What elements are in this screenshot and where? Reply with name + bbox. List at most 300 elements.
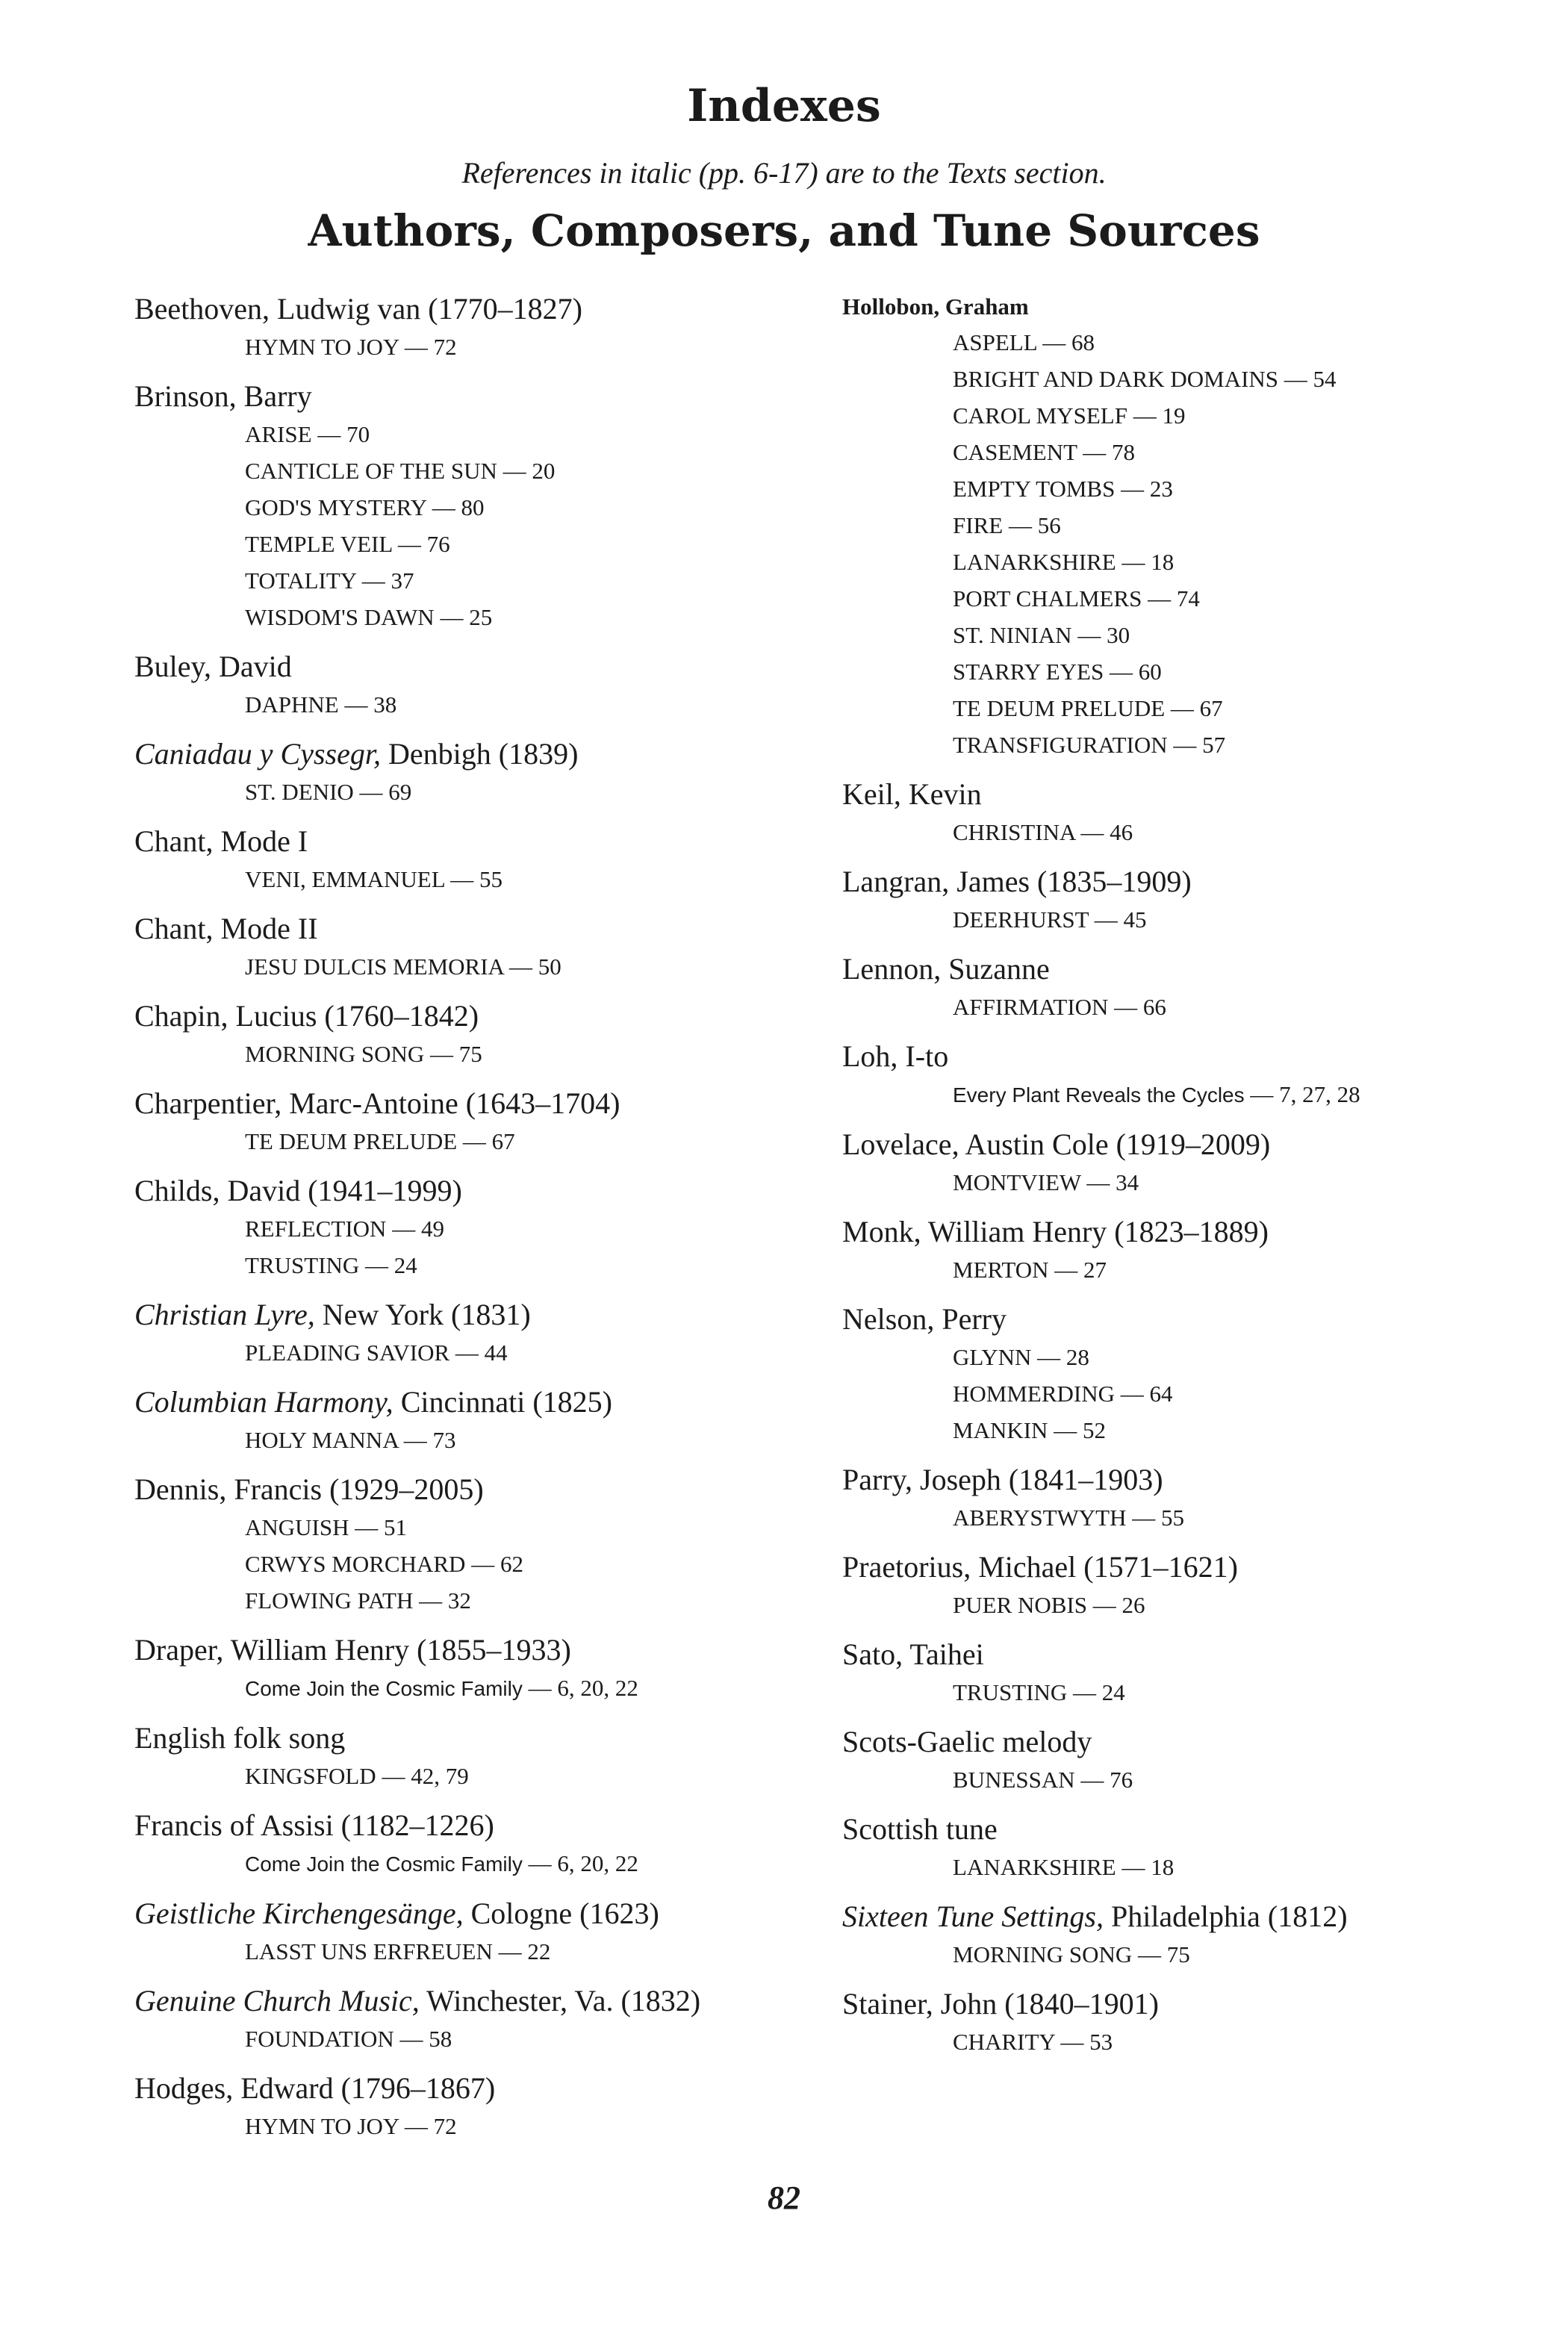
author-name: Brinson, Barry — [134, 379, 312, 413]
author-name: Chapin, Lucius (1760–1842) — [134, 999, 479, 1033]
page-reference: 30 — [1107, 622, 1130, 648]
em-dash-separator: — — [522, 1675, 558, 1701]
em-dash-separator: — — [503, 953, 538, 980]
em-dash-separator: — — [338, 691, 374, 718]
tune-name-line — [953, 989, 1552, 1025]
page-reference: 55 — [1161, 1505, 1184, 1531]
tune-name: PUER NOBIS — [953, 1592, 1088, 1618]
tune-name: JESU DULCIS MEMORIA — [245, 953, 504, 980]
index-entry — [134, 1719, 821, 1794]
tune-name-line — [245, 1582, 821, 1619]
tune-name-line — [953, 2023, 1552, 2060]
index-entry — [842, 775, 1552, 850]
source-place: Cologne (1623) — [463, 1897, 659, 1930]
tune-name: MORNING SONG — [245, 1041, 425, 1067]
em-dash-separator: — — [311, 421, 347, 447]
author-name — [134, 1383, 821, 1422]
em-dash-separator: — — [1036, 329, 1072, 355]
index-entry — [842, 1037, 1552, 1113]
em-dash-separator: — — [349, 1514, 384, 1540]
author-name: Stainer, John (1840–1901) — [842, 1987, 1159, 2020]
page-reference: 23 — [1149, 476, 1173, 502]
em-dash-separator: — — [457, 1128, 492, 1154]
index-entry — [134, 1470, 821, 1619]
tune-name-line — [953, 434, 1552, 470]
tune-name: MONTVIEW — [953, 1169, 1081, 1195]
tune-name: ASPELL — [953, 329, 1037, 355]
tune-name-line — [953, 1849, 1552, 1885]
em-dash-separator: — — [1116, 1854, 1151, 1880]
tune-name: LANARKSHIRE — [953, 1854, 1116, 1880]
tune-name: MERTON — [953, 1257, 1049, 1283]
tune-name: HYMN TO JOY — [245, 334, 399, 360]
index-entry — [134, 1631, 821, 1707]
author-name: Parry, Joseph (1841–1903) — [842, 1463, 1163, 1496]
index-entry — [134, 909, 821, 985]
em-dash-separator: — — [1067, 1679, 1102, 1705]
tune-name-line — [245, 1422, 821, 1458]
author-name: Hodges, Edward (1796–1867) — [134, 2071, 496, 2105]
tune-name-line — [245, 1210, 821, 1247]
tune-name: VENI, EMMANUEL — [245, 866, 445, 892]
page-reference: 26 — [1121, 1592, 1145, 1618]
em-dash-separator: — — [434, 604, 470, 630]
tune-name-line — [953, 814, 1552, 850]
author-name: Langran, James (1835–1909) — [842, 865, 1192, 898]
em-dash-separator: — — [492, 1938, 528, 1964]
author-name: Charpentier, Marc-Antoine (1643–1704) — [134, 1086, 620, 1120]
index-entry — [842, 1300, 1552, 1449]
em-dash-separator: — — [1089, 906, 1124, 933]
tune-name-line — [953, 470, 1552, 507]
index-entry — [134, 1084, 821, 1160]
page-reference: 58 — [429, 2026, 452, 2052]
em-dash-separator: — — [398, 1427, 433, 1453]
page-reference: 20 — [532, 458, 556, 484]
author-name — [134, 1982, 821, 2020]
index-entry — [842, 1460, 1552, 1536]
author-name: Sato, Taihei — [842, 1637, 984, 1671]
page-reference: 7, 27, 28 — [1279, 1081, 1360, 1107]
index-entry — [134, 997, 821, 1072]
em-dash-separator: — — [497, 458, 532, 484]
tune-name-line — [953, 1761, 1552, 1798]
author-name: Childs, David (1941–1999) — [134, 1174, 462, 1207]
page-title: Indexes — [687, 80, 881, 132]
tune-name-line — [245, 1247, 821, 1284]
tune-name: TEMPLE VEIL — [245, 531, 393, 557]
em-dash-separator: — — [1074, 1767, 1110, 1793]
em-dash-separator: — — [1278, 366, 1313, 392]
tune-name: LANARKSHIRE — [953, 549, 1116, 575]
tune-name-line — [245, 1758, 821, 1794]
tune-name: CANTICLE OF THE SUN — [245, 458, 497, 484]
tune-name: BUNESSAN — [953, 1767, 1075, 1793]
index-entry — [842, 290, 1552, 763]
page-reference: 72 — [433, 334, 457, 360]
author-name: Draper, William Henry (1855–1933) — [134, 1633, 571, 1667]
page-reference: 6, 20, 22 — [557, 1850, 638, 1876]
tune-name-line — [245, 1509, 821, 1546]
em-dash-separator: — — [1048, 1417, 1083, 1443]
author-name: Nelson, Perry — [842, 1302, 1007, 1336]
em-dash-separator: — — [1108, 994, 1143, 1020]
index-entry — [842, 1548, 1552, 1623]
em-dash-separator: — — [1104, 659, 1139, 685]
em-dash-separator: — — [1077, 439, 1113, 465]
page-reference: 46 — [1110, 819, 1133, 845]
source-place: Denbigh (1839) — [381, 737, 579, 771]
tune-name: ANGUISH — [245, 1514, 349, 1540]
page-reference: 37 — [391, 567, 414, 594]
page-reference: 38 — [373, 691, 397, 718]
tune-name: FLOWING PATH — [245, 1587, 414, 1614]
tune-name-line — [245, 1933, 821, 1970]
page-reference: 67 — [1199, 695, 1223, 721]
tune-name-line — [245, 2020, 821, 2057]
em-dash-separator: — — [1087, 1592, 1122, 1618]
tune-name: BRIGHT AND DARK DOMAINS — [953, 366, 1279, 392]
text-title: Come Join the Cosmic Family — [245, 1677, 523, 1700]
em-dash-separator: — — [465, 1551, 500, 1577]
page-reference: 69 — [388, 779, 412, 805]
source-title: Columbian Harmony, — [134, 1385, 393, 1419]
tune-name-line — [953, 507, 1552, 544]
tune-name-line — [245, 562, 821, 599]
author-name: Scots-Gaelic melody — [842, 1725, 1092, 1758]
author-name: Loh, I-to — [842, 1039, 949, 1073]
page-reference: 62 — [500, 1551, 523, 1577]
index-column-right — [842, 290, 1552, 2072]
em-dash-separator: — — [399, 334, 434, 360]
em-dash-separator: — — [392, 531, 427, 557]
tune-name-line — [953, 1339, 1552, 1375]
em-dash-separator: — — [1071, 622, 1107, 648]
tune-name-line — [953, 901, 1552, 938]
tune-name: STARRY EYES — [953, 659, 1104, 685]
tune-name: CHARITY — [953, 2029, 1055, 2055]
tune-name-line — [245, 526, 821, 562]
index-entry — [842, 1723, 1552, 1798]
em-dash-separator: — — [386, 1216, 421, 1242]
tune-name-line — [953, 727, 1552, 763]
em-dash-separator: — — [1074, 819, 1110, 845]
tune-name-line — [245, 452, 821, 489]
page-reference: 66 — [1142, 994, 1166, 1020]
tune-name: TE DEUM PRELUDE — [953, 695, 1166, 721]
italic-reference-note: References in italic (pp. 6-17) are to the Texts section. — [461, 156, 1107, 190]
index-entry — [134, 290, 821, 365]
tune-name: GOD'S MYSTERY — [245, 494, 427, 520]
page-number: 82 — [768, 2180, 800, 2216]
page-reference: 45 — [1123, 906, 1147, 933]
page-reference: 54 — [1313, 366, 1337, 392]
em-dash-separator: — — [444, 866, 479, 892]
index-entry — [134, 647, 821, 723]
index-entry — [134, 1295, 821, 1371]
text-title-line — [245, 1845, 821, 1882]
tune-name: ARISE — [245, 421, 312, 447]
tune-name-line — [953, 361, 1552, 397]
page-reference: 52 — [1082, 1417, 1106, 1443]
em-dash-separator: — — [353, 779, 389, 805]
author-name: Hollobon, Graham — [842, 293, 1029, 320]
tune-name: HOMMERDING — [953, 1381, 1115, 1407]
index-column-left — [134, 290, 821, 2156]
section-title: Authors, Composers, and Tune Sources — [308, 205, 1260, 256]
source-place: New York (1831) — [314, 1298, 531, 1331]
text-title: Come Join the Cosmic Family — [245, 1852, 523, 1876]
page-reference: 42, 79 — [411, 1763, 469, 1789]
tune-name: PORT CHALMERS — [953, 585, 1142, 612]
author-name — [842, 1897, 1552, 1936]
author-name: Praetorius, Michael (1571–1621) — [842, 1550, 1238, 1584]
em-dash-separator: — — [449, 1340, 485, 1366]
author-name: Beethoven, Ludwig van (1770–1827) — [134, 292, 582, 326]
author-name: Francis of Assisi (1182–1226) — [134, 1808, 494, 1842]
page-reference: 75 — [1166, 1941, 1190, 1967]
em-dash-separator: — — [356, 567, 391, 594]
tune-name: DEERHURST — [953, 906, 1089, 933]
tune-name-line — [245, 1334, 821, 1371]
tune-name-line — [245, 1036, 821, 1072]
tune-name: TOTALITY — [245, 567, 357, 594]
tune-name: CAROL MYSELF — [953, 402, 1127, 429]
em-dash-separator: — — [399, 2113, 434, 2139]
em-dash-separator: — — [393, 2026, 429, 2052]
tune-name-line — [245, 1546, 821, 1582]
tune-name: EMPTY TOMBS — [953, 476, 1116, 502]
tune-name-line — [245, 686, 821, 723]
tune-name: CASEMENT — [953, 439, 1077, 465]
tune-name: TRANSFIGURATION — [953, 732, 1168, 758]
tune-name: HOLY MANNA — [245, 1427, 398, 1453]
index-entry — [134, 2069, 821, 2144]
page-reference: 34 — [1116, 1169, 1139, 1195]
page-reference: 24 — [393, 1252, 417, 1278]
em-dash-separator: — — [1115, 476, 1150, 502]
tune-name-line — [953, 617, 1552, 653]
tune-name-line — [953, 1499, 1552, 1536]
tune-name-line — [953, 1587, 1552, 1623]
tune-name: TRUSTING — [953, 1679, 1068, 1705]
tune-name-line — [953, 580, 1552, 617]
page-reference: 25 — [469, 604, 493, 630]
tune-name: FOUNDATION — [245, 2026, 394, 2052]
page-reference: 18 — [1151, 549, 1175, 575]
source-title: Geistliche Kirchengesänge, — [134, 1897, 464, 1930]
author-name: Dennis, Francis (1929–2005) — [134, 1472, 484, 1506]
page-reference: 6, 20, 22 — [557, 1675, 638, 1701]
tune-name: TRUSTING — [245, 1252, 360, 1278]
page-reference: 24 — [1101, 1679, 1125, 1705]
tune-name: CHRISTINA — [953, 819, 1075, 845]
tune-name-line — [953, 690, 1552, 727]
author-name: Buley, David — [134, 650, 292, 683]
index-entry — [842, 1810, 1552, 1885]
index-entry — [134, 377, 821, 635]
page-reference: 55 — [479, 866, 503, 892]
page-reference: 74 — [1176, 585, 1200, 612]
text-title: Every Plant Reveals the Cycles — [953, 1083, 1245, 1107]
em-dash-separator: — — [424, 1041, 459, 1067]
tune-name: KINGSFOLD — [245, 1763, 376, 1789]
tune-name-line — [953, 324, 1552, 361]
page-reference: 57 — [1202, 732, 1226, 758]
page-reference: 50 — [538, 953, 561, 980]
em-dash-separator: — — [1116, 549, 1151, 575]
index-entry — [842, 1985, 1552, 2060]
tune-name-line — [953, 1375, 1552, 1412]
em-dash-separator: — — [1165, 695, 1200, 721]
author-name — [134, 1295, 821, 1334]
em-dash-separator: — — [1244, 1081, 1280, 1107]
tune-name-line — [245, 599, 821, 635]
em-dash-separator: — — [1031, 1344, 1066, 1370]
index-entry — [134, 735, 821, 810]
text-title-line — [245, 1670, 821, 1707]
tune-name-line — [953, 1674, 1552, 1711]
page-reference: 51 — [384, 1514, 407, 1540]
tune-name: WISDOM'S DAWN — [245, 604, 435, 630]
source-title: Genuine Church Music, — [134, 1984, 420, 2017]
tune-name: DAPHNE — [245, 691, 339, 718]
tune-name: MANKIN — [953, 1417, 1048, 1443]
index-entry — [134, 1982, 821, 2057]
tune-name-line — [953, 544, 1552, 580]
page-reference: 60 — [1138, 659, 1162, 685]
em-dash-separator: — — [1167, 732, 1203, 758]
index-entry — [842, 1897, 1552, 1973]
index-entry — [134, 822, 821, 897]
em-dash-separator: — — [1142, 585, 1177, 612]
tune-name: REFLECTION — [245, 1216, 387, 1242]
page-reference: 56 — [1037, 512, 1061, 538]
em-dash-separator: — — [1048, 1257, 1083, 1283]
source-title: Sixteen Tune Settings, — [842, 1900, 1104, 1933]
em-dash-separator: — — [359, 1252, 394, 1278]
page-reference: 19 — [1162, 402, 1186, 429]
page-reference: 49 — [420, 1216, 444, 1242]
page-reference: 75 — [458, 1041, 482, 1067]
index-entry — [134, 1894, 821, 1970]
em-dash-separator: — — [1127, 402, 1163, 429]
page-reference: 44 — [484, 1340, 508, 1366]
author-name — [134, 735, 821, 774]
source-place: Philadelphia (1812) — [1103, 1900, 1348, 1933]
page-reference: 78 — [1112, 439, 1136, 465]
tune-name: LASST UNS ERFREUEN — [245, 1938, 493, 1964]
em-dash-separator: — — [1054, 2029, 1090, 2055]
tune-name-line — [953, 1936, 1552, 1973]
page-reference: 18 — [1151, 1854, 1175, 1880]
index-entry — [842, 1213, 1552, 1288]
author-name: Chant, Mode II — [134, 912, 318, 945]
page-reference: 27 — [1083, 1257, 1107, 1283]
index-entry — [134, 1383, 821, 1458]
page-reference: 73 — [432, 1427, 456, 1453]
tune-name-line — [953, 1251, 1552, 1288]
tune-name: ST. DENIO — [245, 779, 354, 805]
page-reference: 67 — [491, 1128, 515, 1154]
author-name: Chant, Mode I — [134, 824, 308, 858]
index-entry — [134, 1172, 821, 1284]
page-reference: 32 — [447, 1587, 471, 1614]
tune-name: CRWYS MORCHARD — [245, 1551, 466, 1577]
tune-name-line — [245, 329, 821, 365]
page-reference: 53 — [1089, 2029, 1113, 2055]
tune-name: MORNING SONG — [953, 1941, 1133, 1967]
index-entry — [842, 950, 1552, 1025]
page-reference: 70 — [346, 421, 370, 447]
tune-name: GLYNN — [953, 1344, 1032, 1370]
tune-name-line — [953, 397, 1552, 434]
index-entry — [134, 1806, 821, 1882]
tune-name-line — [245, 489, 821, 526]
text-title-line — [953, 1076, 1552, 1113]
tune-name-line — [245, 774, 821, 810]
index-entry — [842, 1635, 1552, 1711]
page-reference: 68 — [1071, 329, 1095, 355]
tune-name-line — [245, 1123, 821, 1160]
tune-name: AFFIRMATION — [953, 994, 1109, 1020]
page-reference: 28 — [1065, 1344, 1089, 1370]
em-dash-separator: — — [1080, 1169, 1116, 1195]
page-reference: 76 — [426, 531, 450, 557]
page-reference: 64 — [1149, 1381, 1173, 1407]
index-entry — [842, 1125, 1552, 1201]
tune-name-line — [245, 948, 821, 985]
author-name: English folk song — [134, 1721, 346, 1755]
tune-name: ST. NINIAN — [953, 622, 1072, 648]
tune-name: ABERYSTWYTH — [953, 1505, 1127, 1531]
tune-name-line — [245, 2108, 821, 2144]
author-name: Lennon, Suzanne — [842, 952, 1050, 986]
page-reference: 76 — [1110, 1767, 1133, 1793]
source-place: Winchester, Va. (1832) — [419, 1984, 701, 2017]
em-dash-separator: — — [413, 1587, 448, 1614]
em-dash-separator: — — [522, 1850, 558, 1876]
page-reference: 22 — [527, 1938, 551, 1964]
source-place: Cincinnati (1825) — [393, 1385, 612, 1419]
tune-name-line — [245, 416, 821, 452]
author-name: Monk, William Henry (1823–1889) — [842, 1215, 1269, 1248]
author-name: Lovelace, Austin Cole (1919–2009) — [842, 1127, 1271, 1161]
em-dash-separator: — — [1003, 512, 1038, 538]
author-name: Keil, Kevin — [842, 777, 982, 811]
tune-name-line — [953, 1164, 1552, 1201]
index-entry — [842, 862, 1552, 938]
tune-name-line — [953, 1412, 1552, 1449]
author-name: Scottish tune — [842, 1812, 998, 1846]
em-dash-separator: — — [426, 494, 461, 520]
source-title: Christian Lyre, — [134, 1298, 315, 1331]
tune-name: TE DEUM PRELUDE — [245, 1128, 458, 1154]
tune-name: HYMN TO JOY — [245, 2113, 399, 2139]
tune-name: FIRE — [953, 512, 1004, 538]
em-dash-separator: — — [1115, 1381, 1150, 1407]
em-dash-separator: — — [1132, 1941, 1167, 1967]
em-dash-separator: — — [1126, 1505, 1161, 1531]
author-name — [134, 1894, 821, 1933]
page-reference: 80 — [461, 494, 485, 520]
tune-name-line — [245, 861, 821, 897]
tune-name-line — [953, 653, 1552, 690]
tune-name: PLEADING SAVIOR — [245, 1340, 450, 1366]
page-reference: 72 — [433, 2113, 457, 2139]
em-dash-separator: — — [376, 1763, 411, 1789]
source-title: Caniadau y Cyssegr, — [134, 737, 381, 771]
